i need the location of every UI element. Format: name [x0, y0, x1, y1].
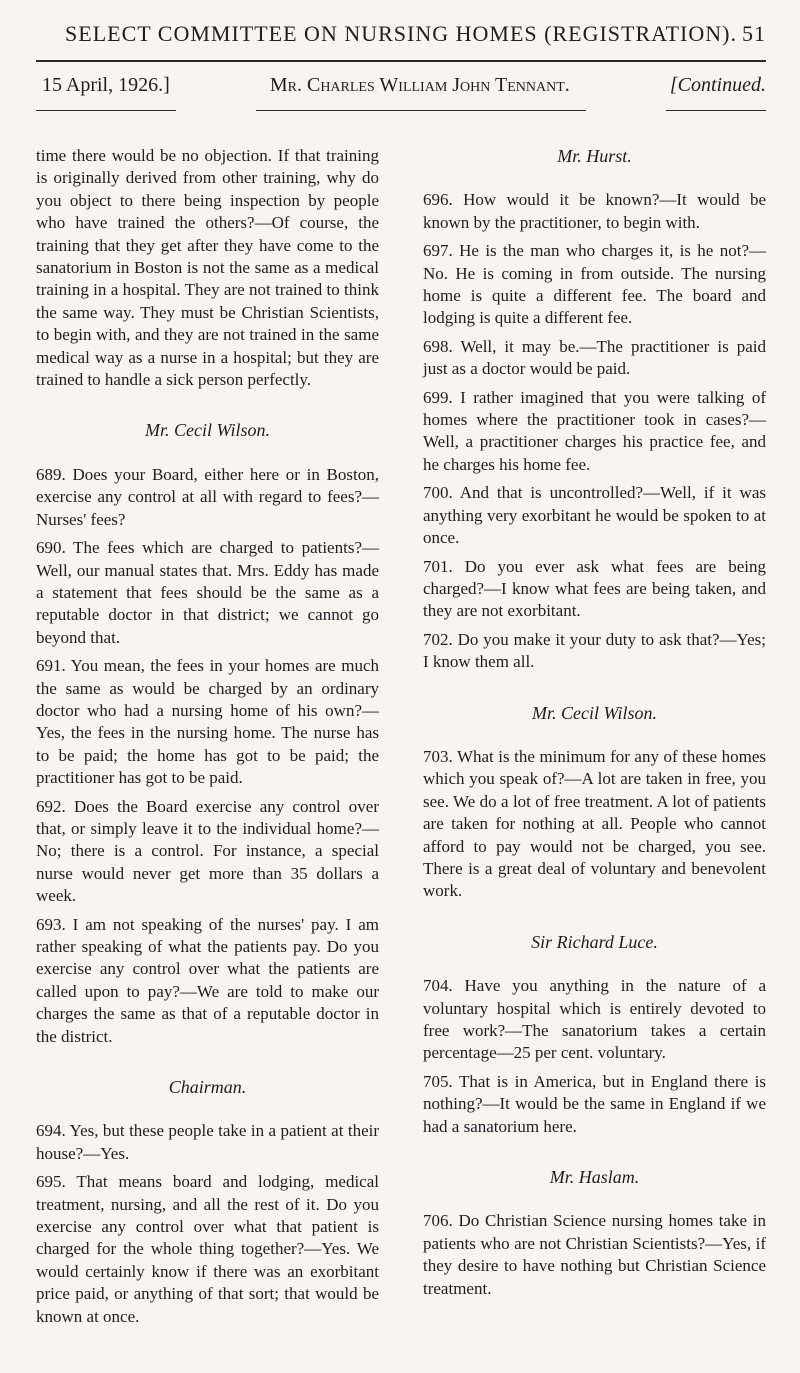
testimony-paragraph: 706. Do Christian Science nursing homes take in patients who are not Christian Scientists?—Yes, if they desire to have nothing but Christian Science treatment.: [423, 1211, 766, 1298]
speaker-heading: Mr. Hurst.: [557, 146, 632, 166]
subheader: [36, 74, 766, 100]
testimony-paragraph: 696. How would it be known?—It would be known by the practitioner, to begin with.: [423, 190, 766, 232]
continued-marker: [Continued.: [669, 74, 766, 96]
testimony-paragraph: time there would be no objection. If that training is originally derived from other training, why do you object to there being inspection by people who have trained the others?—Of course, the training that they get after they have come to the sanatorium in Boston is not the same as a medical training in a hospital. They are not trained to think the same way. They must be Christian Scientists, to begin with, and they are not trained in the same medical way as a nurse in a hospital; but they are trained to handle a sick person perfectly.: [36, 146, 379, 390]
testimony-paragraph: 704. Have you anything in the nature of a voluntary hospital which is entirely devoted to free work?—The sanatorium takes a certain percentage—25 per cent. voluntary.: [423, 976, 766, 1063]
text-columns: [36, 145, 766, 1334]
rule-right: [666, 110, 766, 111]
testimony-paragraph: 689. Does your Board, either here or in Boston, exercise any control at all with regard to fees?—Nurses' fees?: [36, 464, 379, 529]
testimony-paragraph: 699. I rather imagined that you were talking of homes where the practitioner took in cases?—Well, a practitioner charges his practice fee, and he charges his home fee.: [423, 387, 766, 474]
testimony-paragraph: 692. Does the Board exercise any control over that, or simply leave it to the individual home?—No; there is a control. For instance, a special nurse would never get more than 35 dollars a week.: [36, 796, 379, 906]
speaker-heading: Mr. Cecil Wilson.: [145, 420, 270, 441]
speaker-heading: Mr. Haslam.: [549, 1167, 640, 1188]
page-number: 51: [742, 21, 766, 46]
testimony-paragraph: 691. You mean, the fees in your homes are much the same as would be charged by an ordinary doctor who had a nursing home of his own?—Yes, the fees in the nursing home. The nurse has to be paid; the home has got to be paid; the practitioner has got to be paid.: [36, 656, 379, 788]
testimony-paragraph: 705. That is in America, but in England there is nothing?—It would be the same in England if we had a sanatorium here.: [423, 1071, 766, 1136]
hearing-date: 15 April, 1926.]: [42, 74, 170, 96]
testimony-paragraph: 702. Do you make it your duty to ask that?—Yes; I know them all.: [423, 629, 766, 672]
testimony-paragraph: 703. What is the minimum for any of these homes which you speak of?—A lot are taken in free, you see. We do a lot of free treatment. A lot of patients are taken for nothing at all. People who cannot afford to pay would not be charged, you see. There is a great deal of voluntary and benevolent work.: [423, 746, 766, 901]
testimony-paragraph: 690. The fees which are charged to patients?—Well, our manual states that. Mrs. Eddy has made a statement that fees should be the same as a reputable doctor in that district; we cannot go beyond that.: [36, 538, 379, 647]
testimony-paragraph: 694. Yes, but these people take in a patient at their house?—Yes.: [36, 1121, 379, 1163]
left-column: [36, 145, 379, 1334]
right-column: [423, 145, 766, 1334]
header-rule: [36, 60, 766, 62]
rule-center: [256, 110, 586, 111]
subheader-rules: [36, 110, 766, 111]
testimony-paragraph: 693. I am not speaking of the nurses' pay. I am rather speaking of what the patients pay. Do you exercise any control over what the patients are called upon to pay?—We are told to make our charges the same as that of a reputable doctor in the district.: [36, 914, 379, 1046]
witness-name: Mr. Charles William John Tennant.: [269, 74, 570, 96]
rule-left: [36, 110, 176, 111]
running-header: [36, 18, 766, 50]
testimony-paragraph: 701. Do you ever ask what fees are being charged?—I know what fees are being taken, and they are not exorbitant.: [423, 556, 766, 621]
testimony-paragraph: 695. That means board and lodging, medical treatment, nursing, and all the rest of it. Do you exercise any control over what that patient is charged for the whole thing together?—Yes. We would certainly know if there was an exorbitant price paid, or anything of that sort; that would be known at once.: [36, 1172, 379, 1326]
running-title: SELECT COMMITTEE ON NURSING HOMES (REGISTRATION).: [65, 21, 737, 46]
testimony-paragraph: 697. He is the man who charges it, is he not?—No. He is coming in from outside. The nursing home is quite a different fee. The board and lodging is quite a different fee.: [423, 241, 766, 328]
testimony-paragraph: 700. And that is uncontrolled?—Well, if it was anything very exorbitant he would be spoken to at once.: [423, 483, 766, 548]
testimony-paragraph: 698. Well, it may be.—The practitioner is paid just as a doctor would be paid.: [423, 336, 766, 379]
speaker-heading: Sir Richard Luce.: [531, 931, 658, 952]
speaker-heading: Chairman.: [168, 1077, 247, 1098]
speaker-heading: Mr. Cecil Wilson.: [532, 702, 657, 723]
